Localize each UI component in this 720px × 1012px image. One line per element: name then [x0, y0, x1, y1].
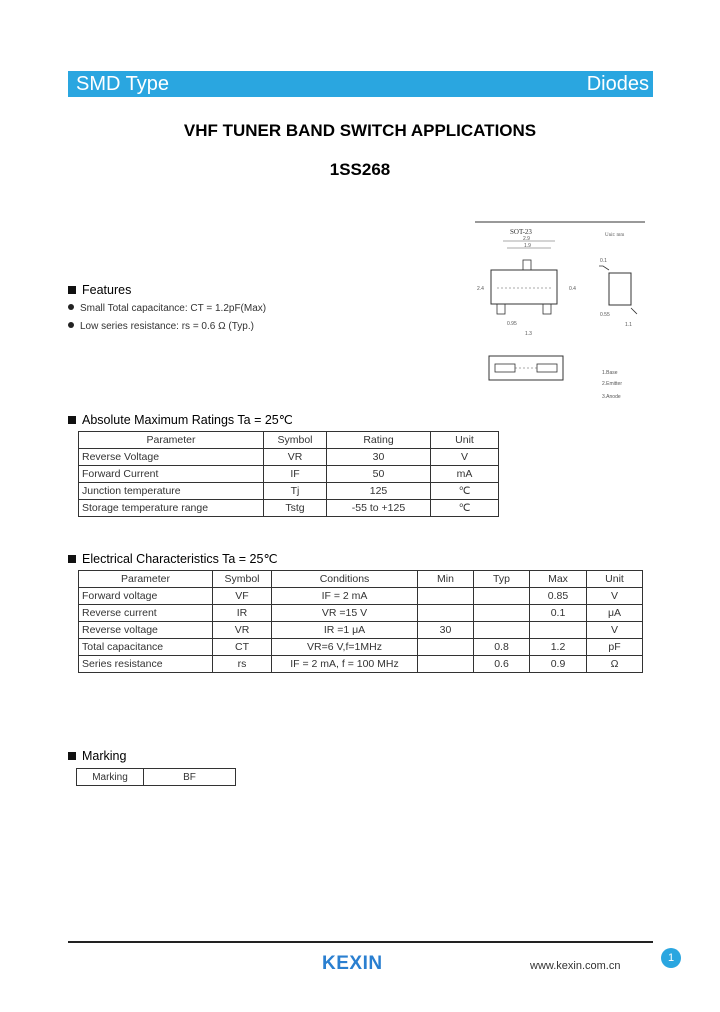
column-header: Unit — [587, 571, 643, 588]
table-row — [77, 769, 236, 786]
footer-url[interactable]: www.kexin.com.cn — [530, 960, 621, 972]
table-row — [79, 500, 499, 517]
table-cell: VF — [213, 588, 272, 605]
dim-label: 0.4 — [569, 286, 576, 292]
table-cell: Tj — [264, 483, 327, 500]
column-header: Unit — [431, 432, 499, 449]
header-type: Diodes — [586, 73, 649, 95]
table-cell: IF = 2 mA, f = 100 MHz — [272, 656, 418, 673]
table-row — [79, 605, 643, 622]
package-unit: Unit: mm — [605, 233, 625, 238]
table-cell: rs — [213, 656, 272, 673]
part-number: 1SS268 — [329, 160, 391, 179]
table-cell — [418, 588, 474, 605]
table-cell: Reverse current — [79, 605, 213, 622]
marking-table — [76, 768, 236, 786]
marking-value: BF — [144, 769, 236, 786]
table-cell: mA — [431, 466, 499, 483]
marking-label: Marking — [77, 769, 144, 786]
header-category: SMD Type — [76, 73, 169, 95]
table-cell: Forward Current — [79, 466, 264, 483]
column-header: Parameter — [79, 432, 264, 449]
dim-label: 1.3 — [525, 331, 532, 337]
features-heading: Features — [68, 283, 131, 297]
table-cell: Storage temperature range — [79, 500, 264, 517]
table-cell: Ω — [587, 656, 643, 673]
table-row — [79, 622, 643, 639]
page-number-badge: 1 — [661, 948, 681, 968]
table-cell: 0.1 — [530, 605, 587, 622]
square-bullet-icon — [68, 286, 76, 294]
package-outline-drawing — [475, 218, 647, 408]
table-cell: 0.9 — [530, 656, 587, 673]
table-cell: Junction temperature — [79, 483, 264, 500]
table-row — [79, 588, 643, 605]
dim-label: 2.9 — [523, 236, 530, 242]
table-row — [79, 449, 499, 466]
table-cell: IR =1 μA — [272, 622, 418, 639]
table-cell: 0.85 — [530, 588, 587, 605]
bullet-icon — [68, 304, 74, 310]
dim-label: 1.9 — [524, 243, 531, 249]
table-cell: -55 to +125 — [327, 500, 431, 517]
table-row — [79, 466, 499, 483]
table-cell: CT — [213, 639, 272, 656]
table-cell: pF — [587, 639, 643, 656]
column-header: Conditions — [272, 571, 418, 588]
table-cell: Reverse voltage — [79, 622, 213, 639]
column-header: Parameter — [79, 571, 213, 588]
document-title: VHF TUNER BAND SWITCH APPLICATIONS — [183, 121, 537, 140]
table-cell: VR — [213, 622, 272, 639]
dim-label: 0.95 — [507, 321, 517, 327]
column-header: Typ — [474, 571, 530, 588]
elec-heading: Electrical Characteristics Ta = 25℃ — [68, 551, 277, 566]
brand-text: KEXIN — [322, 953, 383, 972]
table-cell: IF — [264, 466, 327, 483]
table-cell: V — [431, 449, 499, 466]
table-cell — [474, 605, 530, 622]
table-cell: VR =15 V — [272, 605, 418, 622]
table-cell: ℃ — [431, 500, 499, 517]
marking-heading: Marking — [68, 749, 126, 763]
table-cell: 125 — [327, 483, 431, 500]
table-cell — [530, 622, 587, 639]
header-bar — [68, 71, 653, 97]
table-cell — [418, 605, 474, 622]
table-cell — [418, 656, 474, 673]
package-name: SOT-23 — [510, 228, 532, 236]
table-cell: Forward voltage — [79, 588, 213, 605]
bullet-icon — [68, 322, 74, 328]
column-header: Max — [530, 571, 587, 588]
dim-label: 0.1 — [600, 258, 607, 264]
table-cell: V — [587, 588, 643, 605]
kexin-logo — [322, 952, 402, 972]
table-cell — [474, 588, 530, 605]
table-cell: VR — [264, 449, 327, 466]
pin-label: 2.Emitter — [602, 381, 623, 387]
table-header-row — [79, 432, 499, 449]
table-cell: VR=6 V,f=1MHz — [272, 639, 418, 656]
table-cell — [474, 622, 530, 639]
dim-label: 0.55 — [600, 312, 610, 318]
dim-label: 1.1 — [625, 322, 632, 328]
table-row — [79, 639, 643, 656]
square-bullet-icon — [68, 416, 76, 424]
abs-max-table — [78, 431, 499, 517]
table-cell: IR — [213, 605, 272, 622]
table-cell: 30 — [327, 449, 431, 466]
table-cell: ℃ — [431, 483, 499, 500]
square-bullet-icon — [68, 555, 76, 563]
table-cell: 1.2 — [530, 639, 587, 656]
pin-label: 1.Base — [602, 370, 618, 376]
abs-max-heading: Absolute Maximum Ratings Ta = 25℃ — [68, 412, 293, 427]
table-cell: μA — [587, 605, 643, 622]
column-header: Symbol — [213, 571, 272, 588]
feature-item: Low series resistance: rs = 0.6 Ω (Typ.) — [68, 321, 254, 332]
table-cell: Reverse Voltage — [79, 449, 264, 466]
table-cell: 50 — [327, 466, 431, 483]
pin-label: 3.Anode — [602, 394, 621, 400]
table-cell: V — [587, 622, 643, 639]
table-cell: Total capacitance — [79, 639, 213, 656]
dim-label: 2.4 — [477, 286, 484, 292]
elec-table — [78, 570, 643, 673]
column-header: Min — [418, 571, 474, 588]
table-header-row — [79, 571, 643, 588]
table-cell: 30 — [418, 622, 474, 639]
table-cell — [418, 639, 474, 656]
table-row — [79, 483, 499, 500]
column-header: Symbol — [264, 432, 327, 449]
table-cell: IF = 2 mA — [272, 588, 418, 605]
feature-item: Small Total capacitance: CT = 1.2pF(Max) — [68, 303, 266, 314]
footer-divider — [68, 941, 653, 943]
square-bullet-icon — [68, 752, 76, 760]
table-cell: Series resistance — [79, 656, 213, 673]
table-cell: Tstg — [264, 500, 327, 517]
table-cell: 0.8 — [474, 639, 530, 656]
table-cell: 0.6 — [474, 656, 530, 673]
table-row — [79, 656, 643, 673]
column-header: Rating — [327, 432, 431, 449]
